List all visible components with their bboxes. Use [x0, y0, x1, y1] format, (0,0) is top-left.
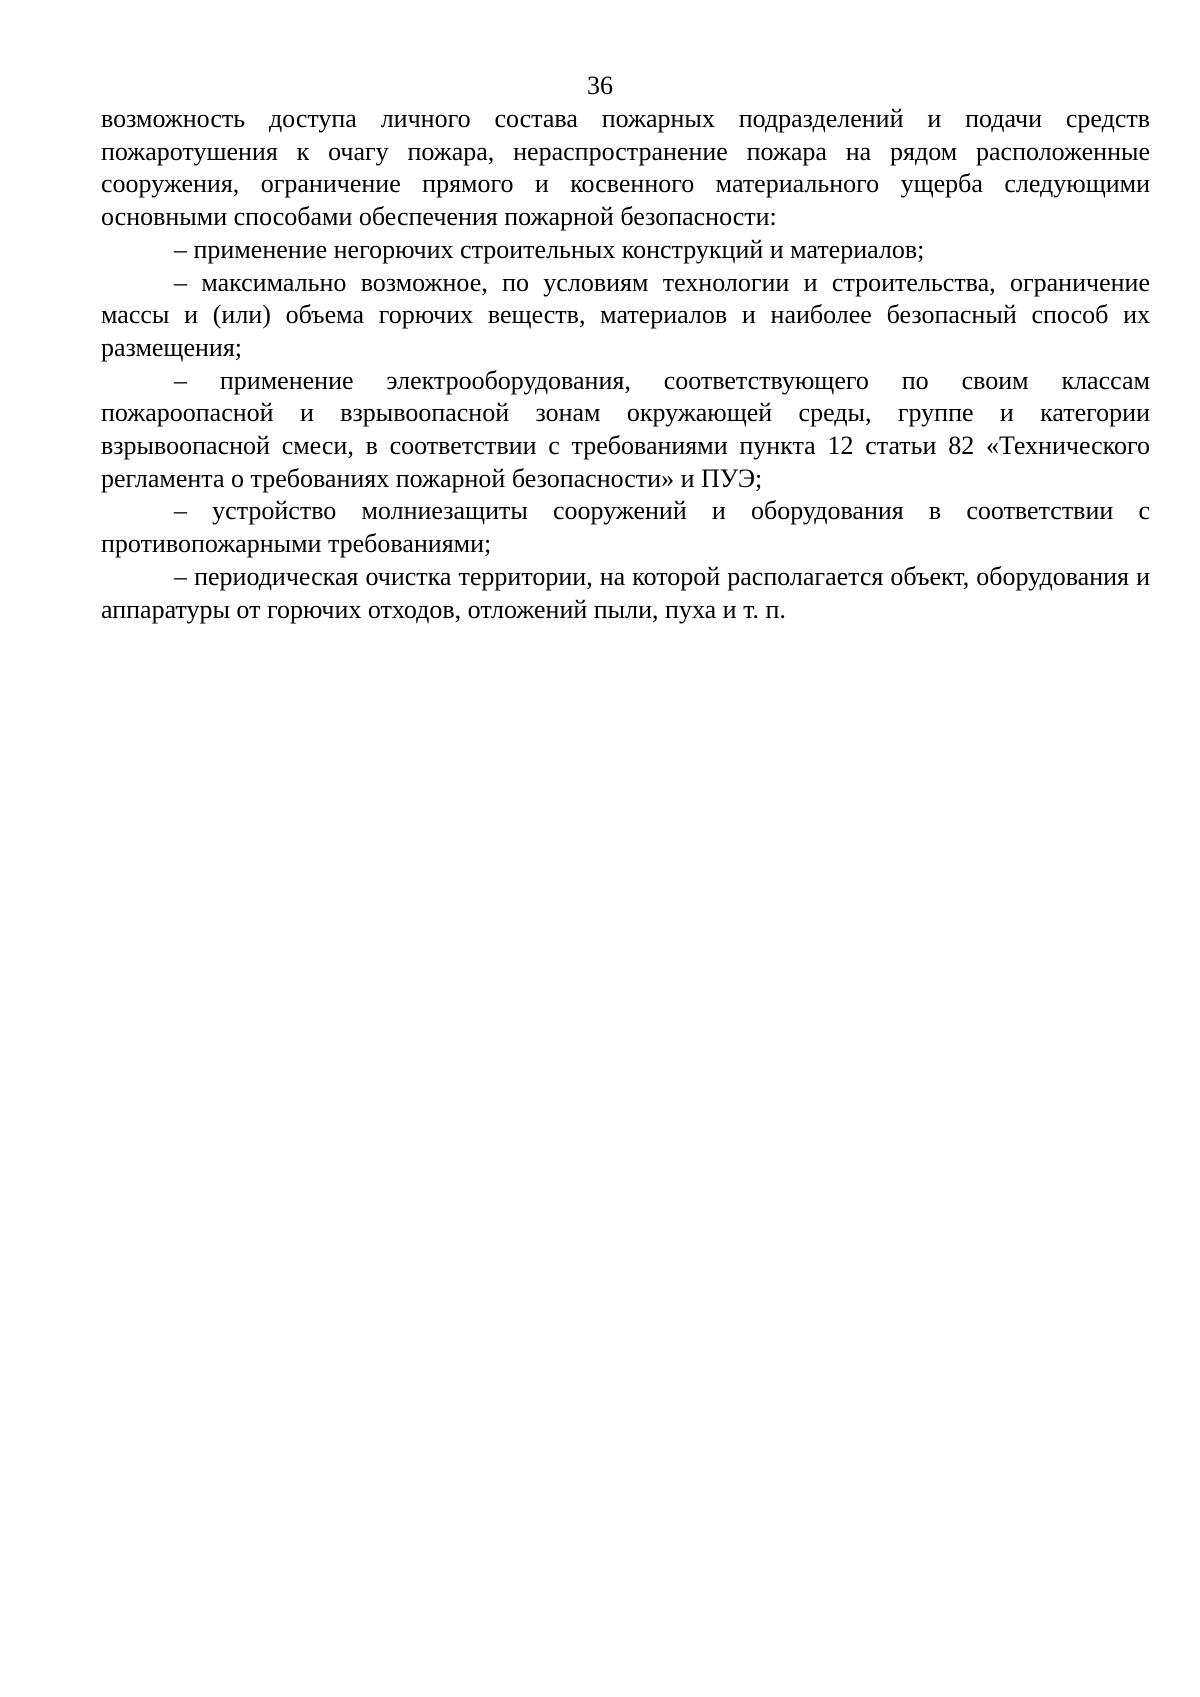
list-item-electrical-equipment: – применение электрооборудования, соответствующего по своим классам пожароопасной и взрывоопасной зонам окружающей среды, группе и категории взрывоопасной смеси, в соответствии с требованиями пункта 12 статьи 82 «Технического регламента о требованиях пожарной безопасности» и ПУЭ; [101, 365, 1150, 493]
page-number: 36 [587, 71, 613, 100]
list-item-periodic-cleaning: – периодическая очистка территории, на которой располагается объект, оборудования и аппаратуры от горючих отходов, отложений пыли, пуха и т. п. [101, 561, 1150, 624]
list-item-limit-combustible-mass: – максимально возможное, по условиям технологии и строительства, ограничение массы и (или) объема горючих веществ, материалов и наиболее безопасный способ их размещения; [101, 267, 1150, 362]
body-text [101, 103, 1150, 626]
list-item-lightning-protection: – устройство молниезащиты сооружений и оборудования в соответствии с противопожарными требованиями; [101, 496, 1150, 559]
paragraph-intro: возможность доступа личного состава пожарных подразделений и подачи средств пожаротушения к очагу пожара, нераспространение пожара на рядом расположенные сооружения, ограничение прямого и косвенного материального ущерба следующими основными способами обеспечения пожарной безопасности: [101, 104, 1150, 232]
list-item-noncombustible-materials: – применение негорючих строительных конструкций и материалов; [174, 234, 925, 264]
